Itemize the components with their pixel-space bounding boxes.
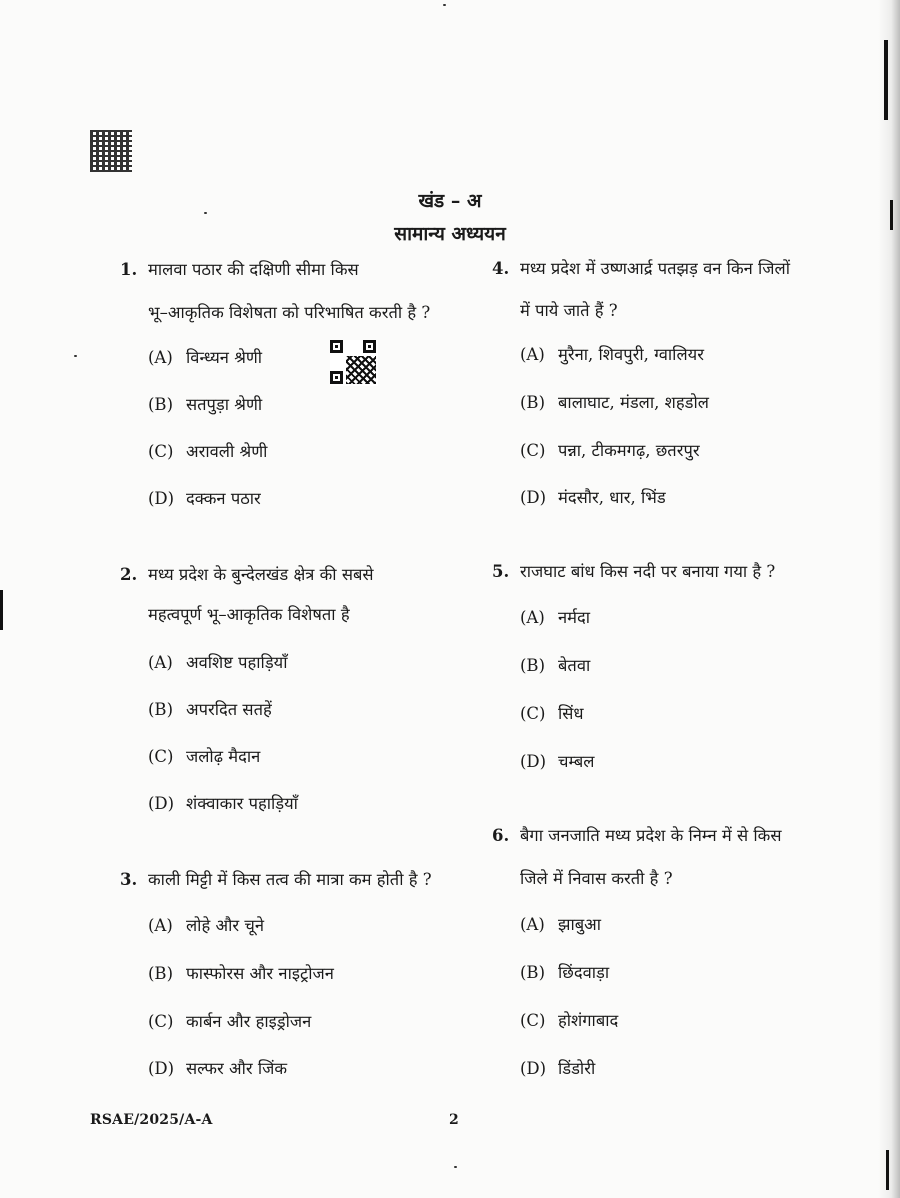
question-number: 1. [120,260,138,279]
question-text-line: भू–आकृतिक विशेषता को परिभाषित करती है ? [148,303,431,322]
qr-code-image [330,340,378,386]
question-text-line: मध्य प्रदेश के बुन्देलखंड क्षेत्र की सबसे [148,565,374,584]
option-d: (D) डिंडोरी [520,1059,596,1078]
option-c: (C) होशंगाबाद [520,1011,619,1030]
scan-edge-mark [884,40,888,120]
option-c: (C) कार्बन और हाइड्रोजन [148,1012,312,1031]
option-d: (D) दक्कन पठार [148,489,261,508]
question-text-line: मालवा पठार की दक्षिणी सीमा किस [148,260,359,279]
option-a: (A) झाबुआ [520,915,602,934]
option-d: (D) सल्फर और जिंक [148,1059,288,1078]
option-b: (B) फास्फोरस और नाइट्रोजन [148,964,334,983]
question-number: 4. [492,259,510,278]
question-number: 5. [492,562,510,581]
option-a: (A) नर्मदा [520,608,591,627]
question-number: 3. [120,870,138,889]
option-b: (B) छिंदवाड़ा [520,963,610,982]
section-heading: खंड – अ [418,190,482,212]
question-text-line: मध्य प्रदेश में उष्णआर्द्र पतझड़ वन किन जिलों [520,259,790,278]
question-number: 6. [492,826,510,845]
page-number: 2 [449,1112,459,1128]
question-text-line: में पाये जाते हैं ? [520,301,618,320]
question-text-line: काली मिट्टी में किस तत्व की मात्रा कम होती है ? [148,870,432,889]
paper-code: RSAE/2025/A-A [90,1112,213,1128]
scan-edge-mark [886,1150,889,1190]
scanned-page-edge [878,0,900,1198]
option-a: (A) अवशिष्ट पहाड़ियाँ [148,653,288,672]
option-c: (C) जलोढ़ मैदान [148,747,261,766]
scan-edge-mark [0,590,3,630]
question-text-line: जिले में निवास करती है ? [520,869,673,888]
question-text-line: बैगा जनजाति मध्य प्रदेश के निम्न में से किस [520,826,782,845]
option-c: (C) अरावली श्रेणी [148,442,268,461]
scan-speck [74,355,77,357]
option-d: (D) मंदसौर, धार, भिंड [520,488,666,507]
option-a: (A) विन्ध्यन श्रेणी [148,348,263,367]
option-b: (B) बेतवा [520,656,591,675]
barcode-image [90,130,132,172]
option-a: (A) मुरैना, शिवपुरी, ग्वालियर [520,345,704,364]
option-c: (C) सिंध [520,704,584,723]
option-a: (A) लोहे और चूने [148,916,264,935]
option-b: (B) सतपुड़ा श्रेणी [148,395,263,414]
question-text-line: महत्वपूर्ण भू–आकृतिक विशेषता है [148,605,350,624]
scan-speck [443,4,446,6]
option-b: (B) अपरदित सतहें [148,700,272,719]
scan-speck [454,1166,457,1168]
question-number: 2. [120,565,138,584]
option-c: (C) पन्ना, टीकमगढ़, छतरपुर [520,441,700,460]
option-d: (D) चम्बल [520,752,595,771]
option-b: (B) बालाघाट, मंडला, शहडोल [520,393,709,412]
option-d: (D) शंक्वाकार पहाड़ियाँ [148,794,298,813]
question-text-line: राजघाट बांध किस नदी पर बनाया गया है ? [520,562,776,581]
subject-heading: सामान्य अध्ययन [394,223,506,245]
